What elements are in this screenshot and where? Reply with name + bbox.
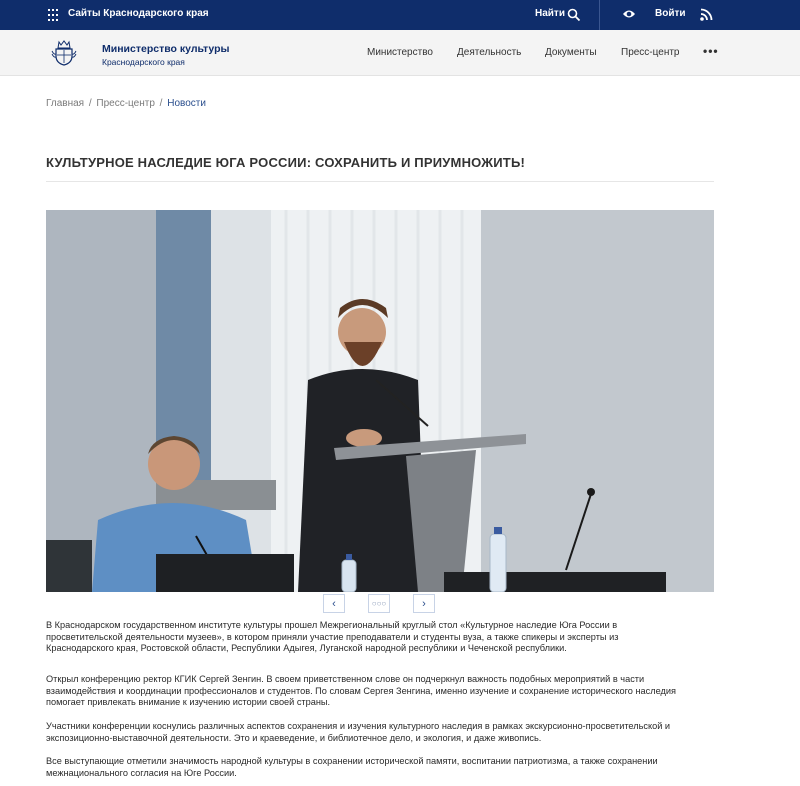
nav-ministry[interactable]: Министерство (367, 47, 433, 58)
photo-next-button[interactable] (413, 594, 435, 613)
top-bar (0, 0, 800, 30)
more-menu-button[interactable]: ••• (703, 44, 719, 58)
photo-prev-button[interactable] (323, 594, 345, 613)
paragraph-line: В Краснодарском государственном институте культуры прошел Межрегиональный круглый стол «Культурное наследие Юга России в (46, 620, 618, 630)
chevron-right-icon: › (422, 597, 426, 610)
paragraph-line: Открыл конференцию ректор КГИК Сергей Зенгин. В своем приветственном слове он подчеркнул важность подобных мероприятий в части (46, 674, 645, 684)
paragraph-line: Участники конференции коснулись различных аспектов сохранения и изучения культурного наследия в рамках экскурсионно-просветительской и (46, 721, 671, 731)
paragraph-line: помогает привлекать внимание к изучению истории своей страны. (46, 697, 331, 708)
search-link[interactable]: Найти (535, 8, 565, 19)
article-paragraph (46, 756, 726, 779)
article-paragraph (46, 620, 726, 655)
coat-of-arms-icon[interactable] (50, 39, 78, 67)
ministry-name[interactable]: Министерство культуры (102, 43, 230, 55)
nav-press-center[interactable]: Пресс-центр (621, 47, 680, 58)
nav-documents[interactable]: Документы (545, 47, 597, 58)
article-photo (46, 210, 714, 592)
breadcrumb-separator: / (88, 98, 92, 109)
topbar-divider (599, 0, 600, 30)
breadcrumb-news[interactable]: Новости (167, 98, 206, 109)
chevron-left-icon: ‹ (332, 597, 336, 610)
nav-activity[interactable]: Деятельность (457, 47, 522, 58)
search-icon[interactable] (567, 8, 581, 22)
paragraph-line: Краснодарского края, Ростовской области, Республики Адыгея, Луганской народной республики и Чеченской республики. (46, 643, 567, 654)
title-divider (46, 181, 714, 182)
paragraph-line: просветительской деятельности музеев», в котором приняли участие преподаватели и студенты вуза, а также спикеры и эксперты из (46, 631, 619, 642)
login-link[interactable]: Войти (655, 8, 686, 19)
grid-icon[interactable] (48, 9, 60, 21)
photo-gallery-button[interactable] (368, 594, 390, 613)
paragraph-line: взаимодействия и координации профессионалов и студентов. По словам Сергея Зенгина, именно изучение и сохранение исторического наследия (46, 685, 676, 696)
paragraph-line: межнационального согласия на Юге России. (46, 767, 237, 778)
breadcrumb-home[interactable]: Главная (46, 98, 85, 109)
rss-icon[interactable] (700, 8, 713, 21)
gallery-dots: ○○○ (371, 599, 387, 608)
breadcrumb-separator: / (159, 98, 163, 109)
paragraph-line: экспозиционно-выставочной деятельности. Это и краеведение, и библиотечное дело, и экология, и даже живопись. (46, 732, 542, 743)
ministry-region: Краснодарского края (102, 57, 185, 67)
breadcrumb-press-center[interactable]: Пресс-центр (96, 98, 155, 109)
eye-icon[interactable] (622, 8, 636, 20)
page-title: КУЛЬТУРНОЕ НАСЛЕДИЕ ЮГА РОССИИ: СОХРАНИТЬ И ПРИУМНОЖИТЬ! (46, 155, 526, 170)
regional-sites-link[interactable]: Сайты Краснодарского края (68, 8, 209, 19)
site-header (0, 30, 800, 76)
article-paragraph (46, 674, 726, 709)
article-paragraph (46, 721, 726, 744)
paragraph-line: Все выступающие отметили значимость народной культуры в сохранении исторической памяти, воспитании патриотизма, а также сохранении (46, 756, 658, 766)
breadcrumb (46, 98, 206, 109)
